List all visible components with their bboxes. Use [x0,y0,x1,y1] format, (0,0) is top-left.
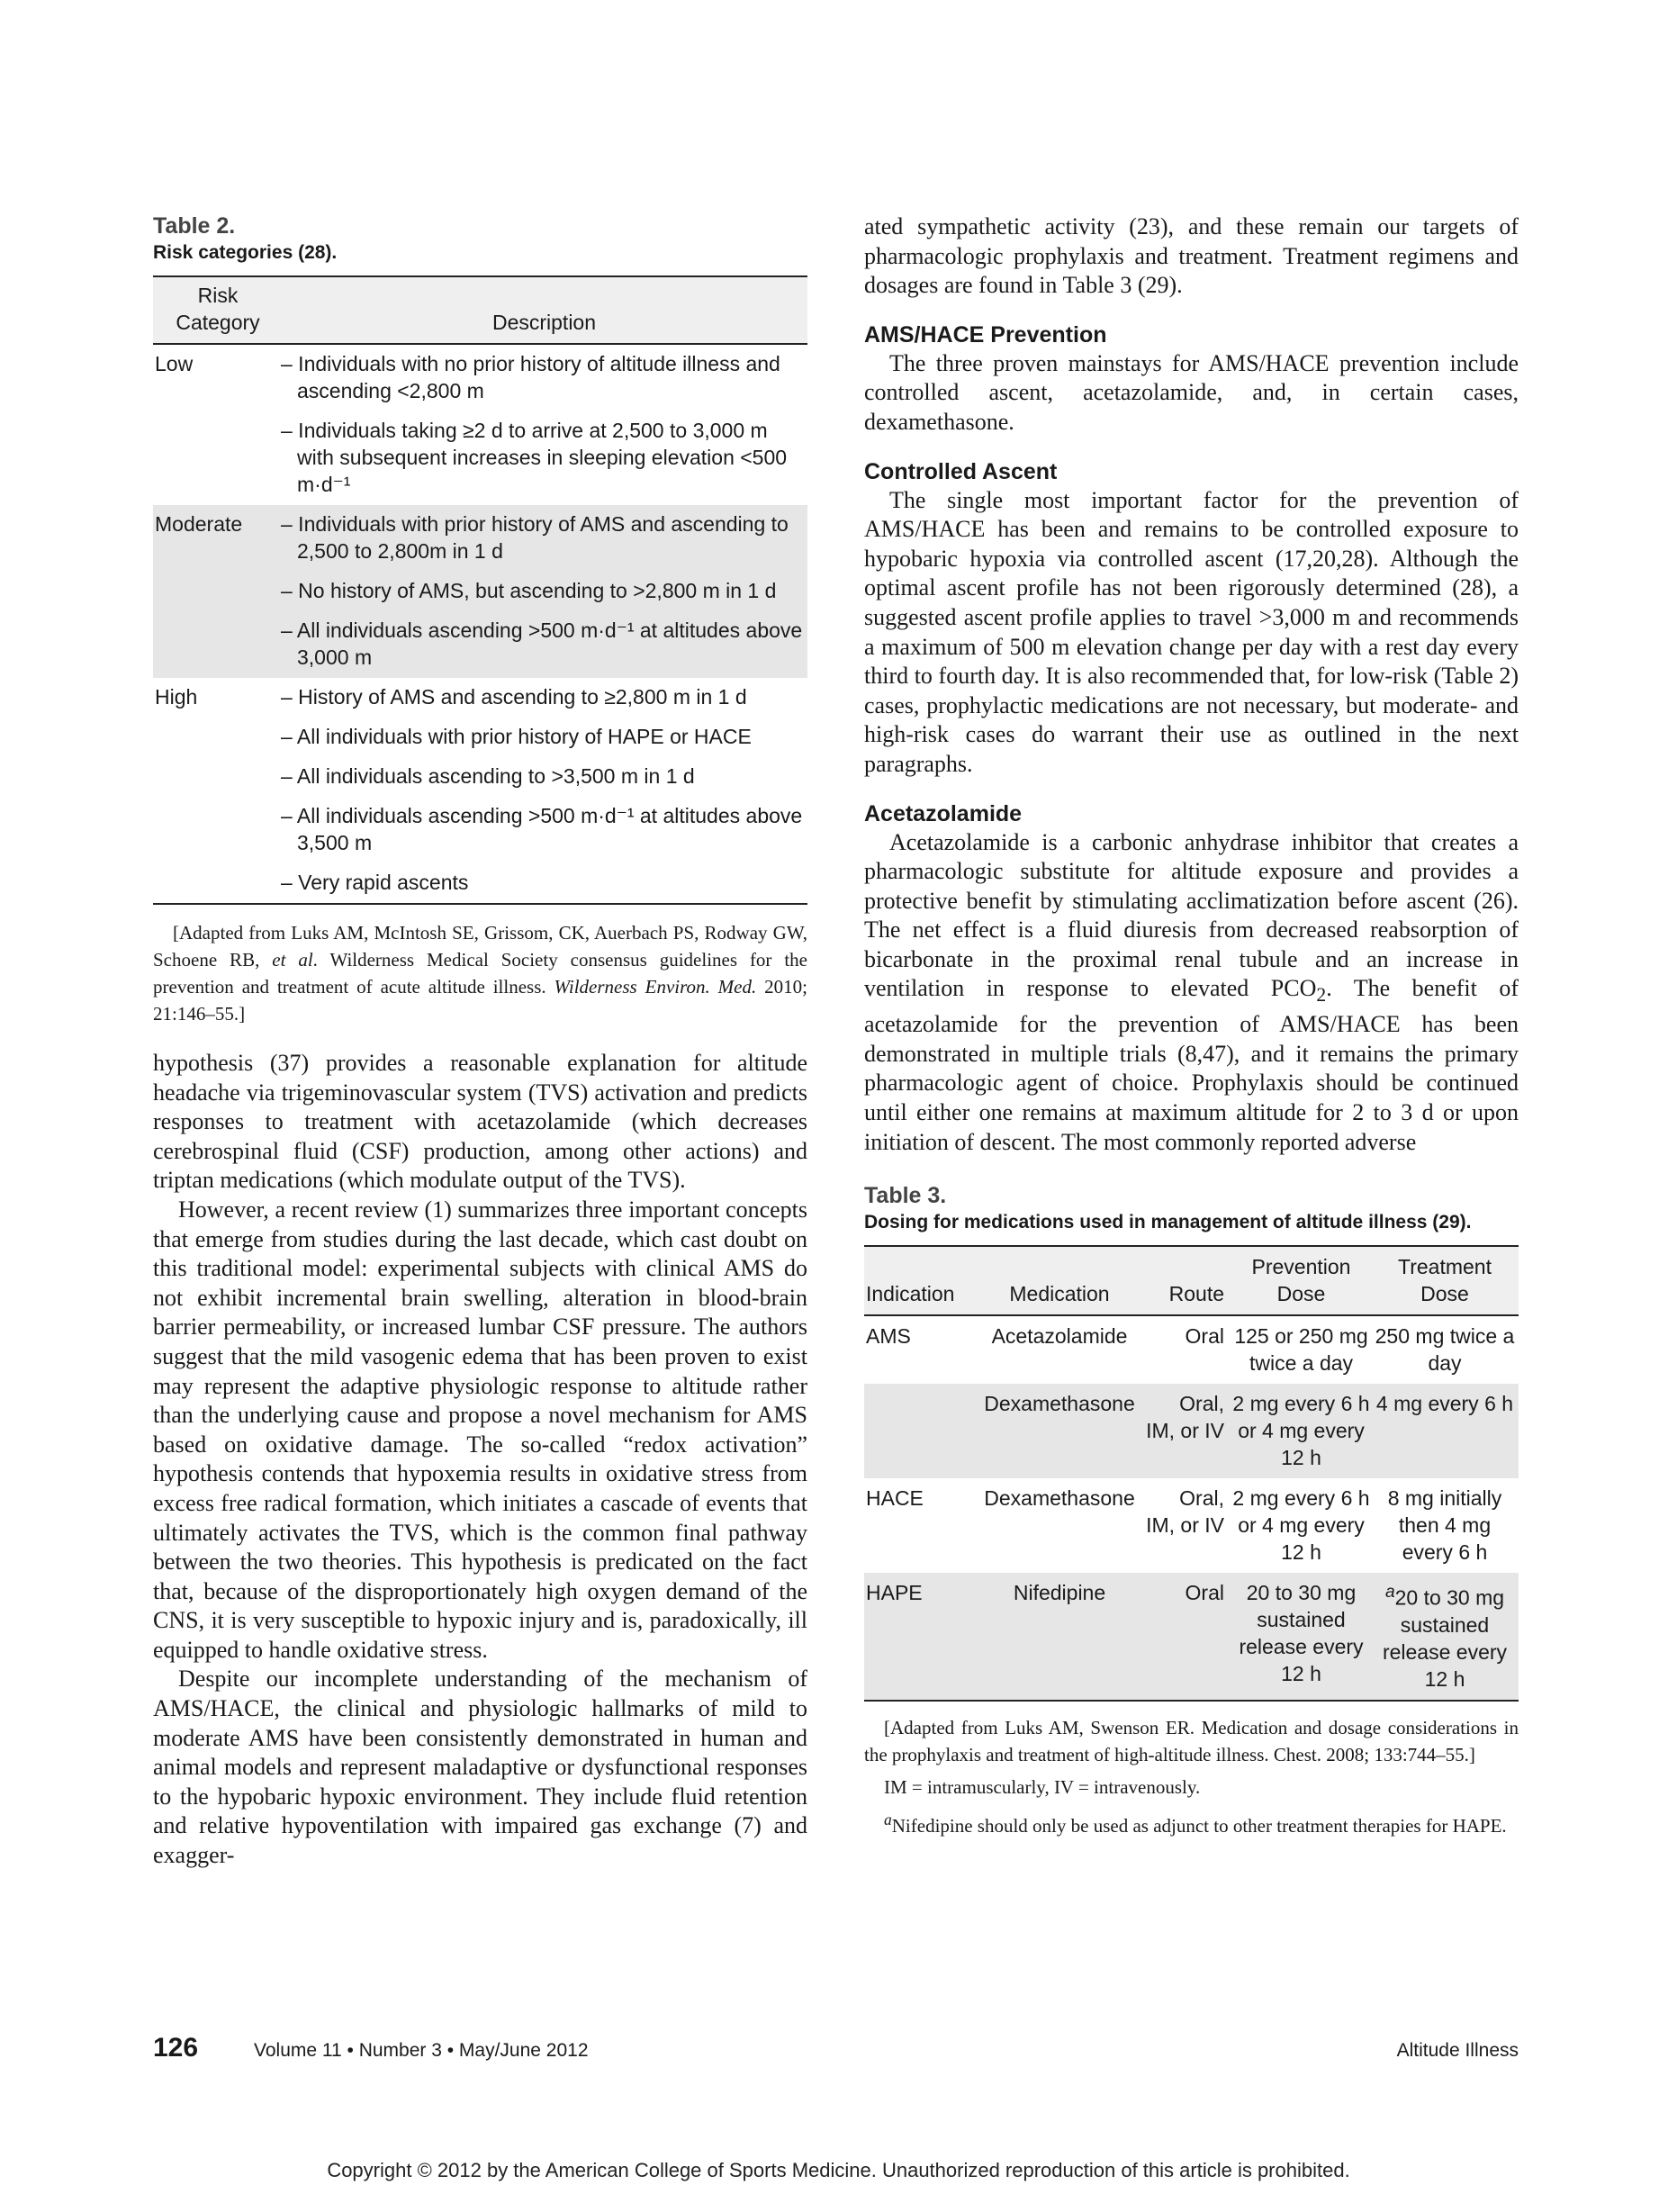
table3-note-abbrev: IM = intramuscularly, IV = intravenously. [884,1775,1201,1798]
table3-cell-prevention: 20 to 30 mg sustained release every 12 h [1239,1581,1364,1686]
section-heading-controlled-ascent: Controlled Ascent [864,458,1058,484]
table2-description-item: – Individuals with prior history of AMS and ascending to 2,500 to 2,800m in 1 d [281,512,789,563]
table3-cell-route: Oral, IM, or IV [1146,1486,1224,1538]
table3-header-prevention: Prevention Dose [1251,1255,1351,1306]
table2 [153,275,807,905]
table2-risk-category: Moderate [155,512,243,536]
table2-risk-category: High [155,685,198,709]
table3-label: Table 3. [864,1183,947,1209]
table3-cell-route: Oral [1185,1581,1224,1605]
table3-header-row [864,1247,1519,1316]
table2-body [153,345,807,903]
body-paragraph: The single most important factor for the prevention of AMS/HACE has been and remains to be controlled exposure to hypobaric hypoxia via controlled ascent (17,20,28). Although the optimal ascent profile has not been rigorously determined (28), a suggested ascent profile applies to travel >3,000 m and recommends a maximum of 500 m elevation change per day with a rest day every third to fourth day. It is also recommended that, for low-risk (Table 2) cases, prophylactic medications are not necessary, but moderate- and high-risk cases do warrant their use as outlined in the next paragraphs. [864,486,1519,777]
table3-header-indication: Indication [866,1282,955,1306]
acetazolamide-text-part: . The benefit of acetazolamide for the prevention of AMS/HACE has been demonstrated in multiple trials (8,47), and it remains the primary pharmacologic agent of choice. Prophylaxis should be continued until either one remains at maximum altitude for 2 to 3 d or upon initiation of descent. The most commonly reported adverse [864,975,1519,1155]
table3-row [864,1316,1519,1384]
table3-cell-medication: Dexamethasone [984,1486,1135,1511]
left-body-text [153,1049,807,1871]
table3-caption: Dosing for medications used in management of altitude illness (29). [864,1212,1472,1233]
table3-cell-medication: Dexamethasone [984,1392,1135,1416]
table3-cell-treatment: 8 mg initially then 4 mg every 6 h [1387,1486,1502,1565]
copyright-notice: Copyright © 2012 by the American College of Sports Medicine. Unauthorized reproduction of this article is prohibited. [327,2159,1350,2181]
table3-cell-prevention: 125 or 250 mg twice a day [1234,1324,1368,1376]
body-paragraph: hypothesis (37) provides a reasonable explanation for altitude headache via trigeminovascular system (TVS) activation and predicts responses to treatment with acetazolamide (which decreases cerebrospinal fluid (CSF) production, among other actions) and triptan medications (which modulate output of the TVS). [153,1050,807,1194]
table3-header-medication: Medication [1009,1282,1110,1306]
table3-cell-prevention: 2 mg every 6 h or 4 mg every 12 h [1232,1486,1370,1565]
table3-cell-indication: HACE [866,1486,924,1511]
table2-description-item: – All individuals ascending >500 m·d⁻¹ at altitudes above 3,500 m [281,804,803,854]
table2-description-list [281,683,807,896]
table3-cell-treatment: 250 mg twice a day [1375,1324,1515,1376]
footnote-marker: a [884,1810,892,1828]
body-paragraph [864,828,1519,1158]
acetazolamide-text [864,828,1519,1158]
table3-cell-prevention: 2 mg every 6 h or 4 mg every 12 h [1232,1392,1370,1470]
table2-description-item: – All individuals with prior history of HAPE or HACE [281,725,752,748]
table2-description-item: – Individuals taking ≥2 d to arrive at 2,500 to 3,000 m with subsequent increases in sleeping elevation <500 m·d⁻¹ [281,419,788,496]
table2-note-part: [Adapted from Luks AM, McIntosh SE, Grissom, CK, Auerbach PS, Rodway GW, Schoene RB, [153,922,807,971]
table3 [864,1245,1519,1702]
table2-row-group [153,345,807,505]
table2-description-list [281,510,807,671]
table2-description-item: – History of AMS and ascending to ≥2,800 m in 1 d [281,685,747,709]
table3-header-route: Route [1168,1282,1224,1306]
body-paragraph: The three proven mainstays for AMS/HACE prevention include controlled ascent, acetazolamide, and, in certain cases, dexamethasone. [864,349,1519,435]
table2-description-item: – All individuals ascending >500 m·d⁻¹ at altitudes above 3,000 m [281,618,803,669]
body-paragraph: However, a recent review (1) summarizes three important concepts that emerge from studies during the last decade, which cast doubt on this traditional model: experimental subjects with clinical AMS do not exhibit incremental brain swelling, alteration in blood-brain barrier permeability, or increased lumbar CSF pressure. The authors suggest that the mild vasogenic edema that has been proven to exist may represent the adaptive physiologic response to altitude rather than the underlying cause and propose a novel mechanism for AMS based on oxidative damage. The so-called “redox activation” hypothesis contends that hypoxemia results in oxidative stress from excess free radical formation, which initiates a cascade of events that ultimately activates the TVS, which is the common final pathway between the two theories. This hypothesis is predicated on the fact that, because of the disproportionately high oxygen demand of the CNS, it is very susceptible to hypoxic injury and is, paradoxically, ill equipped to handle oxidative stress. [153,1196,807,1663]
page-number: 126 [153,2033,199,2063]
section-heading-prevention: AMS/HACE Prevention [864,321,1107,348]
table2-header-description: Description [491,311,597,334]
table2-note-journal: Wilderness Environ. Med. [554,976,757,998]
table2-note-etal: et al [272,949,313,971]
table3-cell-treatment: 4 mg every 6 h [1375,1392,1514,1416]
table3-cell-route: Oral [1185,1324,1224,1349]
controlled-ascent-text [864,486,1519,780]
body-paragraph: Despite our incomplete understanding of the mechanism of AMS/HACE, the clinical and physiologic hallmarks of mild to moderate AMS have been consistently demonstrated in human and animal models and represent maladaptive or dysfunctional responses to the hypobaric hypoxic environment. They include fluid retention and relative hypoventilation with impaired gas exchange (7) and exagger- [153,1666,807,1869]
table2-description-item: – Individuals with no prior history of altitude illness and ascending <2,800 m [281,352,780,402]
table2-header-category: Risk Category [176,284,260,334]
table3-cell-medication: Acetazolamide [991,1324,1128,1349]
right-column [864,212,1519,1839]
table2-row-group [153,505,807,678]
table3-cell-medication: Nifedipine [1013,1581,1106,1605]
table3-row [864,1384,1519,1478]
table2-risk-category: Low [155,352,194,375]
table3-cell-treatment [1371,1579,1519,1693]
table2-description-list [281,350,807,498]
table3-block [864,1182,1519,1839]
table3-cell-indication: AMS [866,1324,911,1349]
section-heading-acetazolamide: Acetazolamide [864,800,1023,826]
table3-cell-indication [864,1390,974,1471]
acetazolamide-text-part: Acetazolamide is a carbonic anhydrase inhibitor that creates a pharmacologic substitute for altitude exposure and provides a protective benefit by stimulating acclimatization before ascent (26). The net effect is a fluid diuresis from decreased reabsorption of bicarbonate in the proximal renal tubule and an increase in ventilation in response to elevated PCO [864,828,1519,1002]
table2-row-group [153,678,807,903]
table2-description-item: – Very rapid ascents [281,871,469,894]
running-title: Altitude Illness [1396,2040,1519,2061]
table2-header-row [153,277,807,345]
table3-note-source: [Adapted from Luks AM, Swenson ER. Medication and dosage considerations in the prophylaxis and treatment of high-altitude illness. Chest. 2008; 133:744–55.] [864,1716,1519,1765]
prevention-text [864,349,1519,438]
table3-body [864,1316,1519,1700]
table3-notes [864,1714,1519,1839]
pco2-subscript: 2 [1316,984,1327,1007]
table3-cell-indication: HAPE [866,1581,923,1605]
body-paragraph: ated sympathetic activity (23), and these remain our targets of pharmacologic prophylaxis and treatment. Treatment regimens and dosages are found in Table 3 (29). [864,213,1519,299]
table2-label: Table 2. [153,213,236,239]
table3-row [864,1478,1519,1573]
table3-row [864,1573,1519,1700]
table2-caption: Risk categories (28). [153,242,338,263]
table3-header-treatment: Treatment Dose [1398,1255,1492,1306]
right-body-intro [864,212,1519,301]
table2-note-part: . Wilderness Medical Society consensus guidelines for the prevention and treatment of acute altitude illness. [153,949,808,998]
table2-description-item: – No history of AMS, but ascending to >2,800 m in 1 d [281,579,777,602]
table3-cell-route: Oral, IM, or IV [1146,1392,1224,1443]
table2-note-part: 2010; 21:146–55.] [153,976,808,1025]
footnote-marker: a [1384,1583,1395,1603]
issue-info: Volume 11 • Number 3 • May/June 2012 [254,2040,589,2061]
table3-note-footnote-text: Nifedipine should only be used as adjunct to other treatment therapies for HAPE. [891,1814,1507,1837]
left-column [153,212,807,1871]
table3-note-footnote [864,1806,1519,1839]
table3-cell-treatment-text: 20 to 30 mg sustained release every 12 h [1382,1585,1508,1691]
table2-description-item: – All individuals ascending to >3,500 m in 1 d [281,764,695,788]
table2-note [153,919,807,1027]
